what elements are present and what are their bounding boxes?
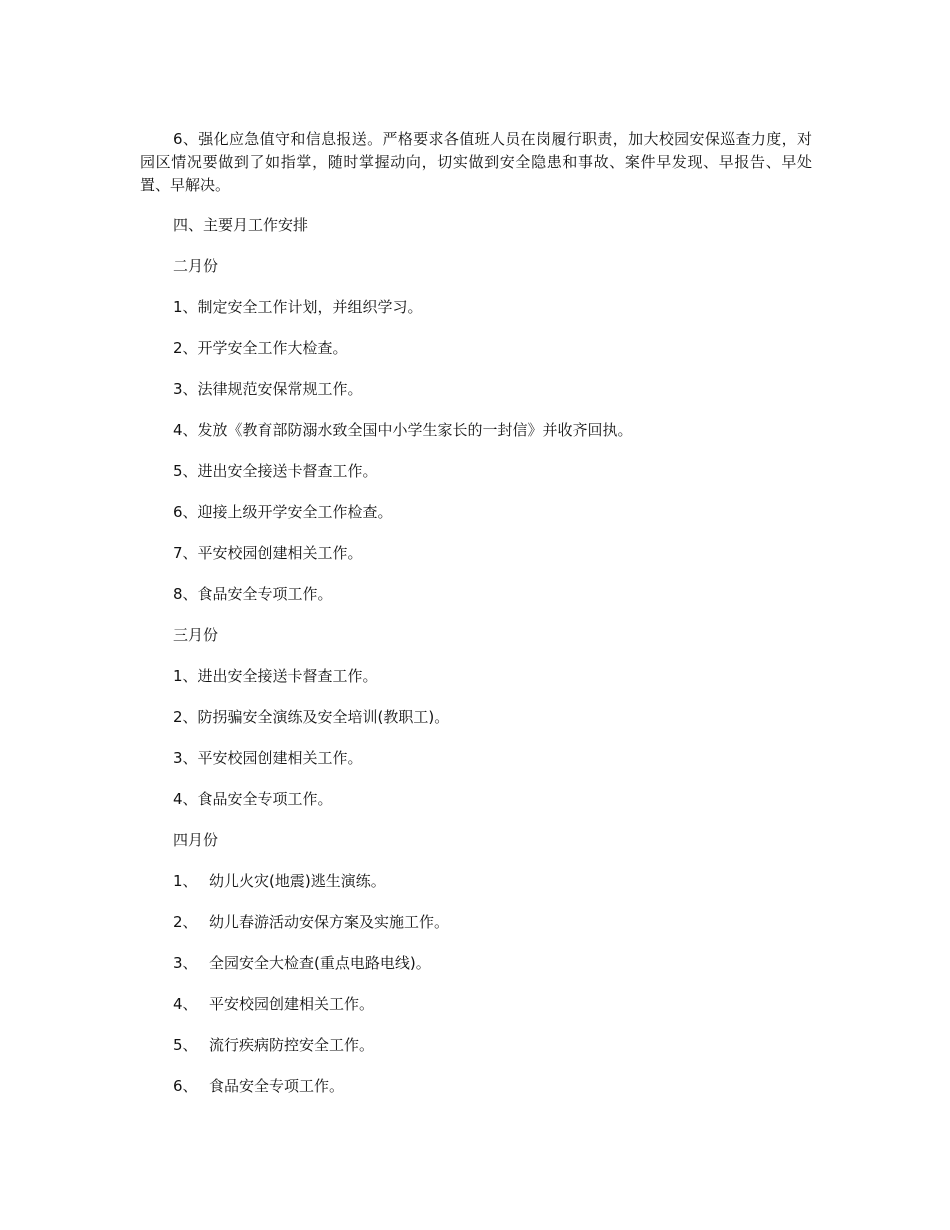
list-item: 3、平安校园创建相关工作。: [173, 749, 363, 767]
list-item: [140, 870, 812, 893]
list-item-text: 幼儿火灾(地震)逃生演练。: [209, 872, 386, 890]
list-item: 2、防拐骗安全演练及安全培训(教职工)。: [173, 708, 450, 726]
list-item: 2、开学安全工作大检查。: [173, 339, 348, 357]
list-item-text: 幼儿春游活动安保方案及实施工作。: [209, 913, 450, 931]
list-item: [140, 1034, 812, 1057]
list-item-number: 3、: [173, 954, 198, 972]
list-item-text: 平安校园创建相关工作。: [209, 995, 375, 1013]
list-item-number: 4、: [173, 995, 198, 1013]
list-item-number: 2、: [173, 913, 198, 931]
list-item: 3、法律规范安保常规工作。: [173, 380, 363, 398]
list-item-number: 1、: [173, 872, 198, 890]
month-heading-feb: 二月份: [173, 257, 219, 275]
list-item: 8、食品安全专项工作。: [173, 585, 333, 603]
list-item: 1、进出安全接送卡督查工作。: [173, 667, 378, 685]
list-item: [140, 911, 812, 934]
document-page: [140, 128, 812, 1116]
list-item-text: 流行疾病防控安全工作。: [209, 1036, 375, 1054]
month-heading-mar: 三月份: [173, 626, 219, 644]
list-item-number: 5、: [173, 1036, 198, 1054]
section-heading: 四、主要月工作安排: [173, 216, 309, 234]
list-item-text: 食品安全专项工作。: [209, 1077, 345, 1095]
list-item: [140, 1075, 812, 1098]
list-item-number: 6、: [173, 1077, 198, 1095]
list-item: 7、平安校园创建相关工作。: [173, 544, 363, 562]
list-item: 1、制定安全工作计划，并组织学习。: [173, 298, 423, 316]
list-item: 5、进出安全接送卡督查工作。: [173, 462, 378, 480]
list-item: [140, 993, 812, 1016]
list-item: 6、迎接上级开学安全工作检查。: [173, 503, 393, 521]
list-item: 4、食品安全专项工作。: [173, 790, 333, 808]
month-heading-apr: 四月份: [173, 831, 219, 849]
list-item: 4、发放《教育部防溺水致全国中小学生家长的一封信》并收齐回执。: [173, 421, 633, 439]
list-item-text: 全园安全大检查(重点电路电线)。: [209, 954, 431, 972]
list-item: [140, 952, 812, 975]
intro-paragraph: 6、强化应急值守和信息报送。严格要求各值班人员在岗履行职责，加大校园安保巡查力度，对园区情况要做到了如指掌，随时掌握动向，切实做到安全隐患和事故、案件早发现、早报告、早处置、早解决。: [140, 130, 812, 194]
